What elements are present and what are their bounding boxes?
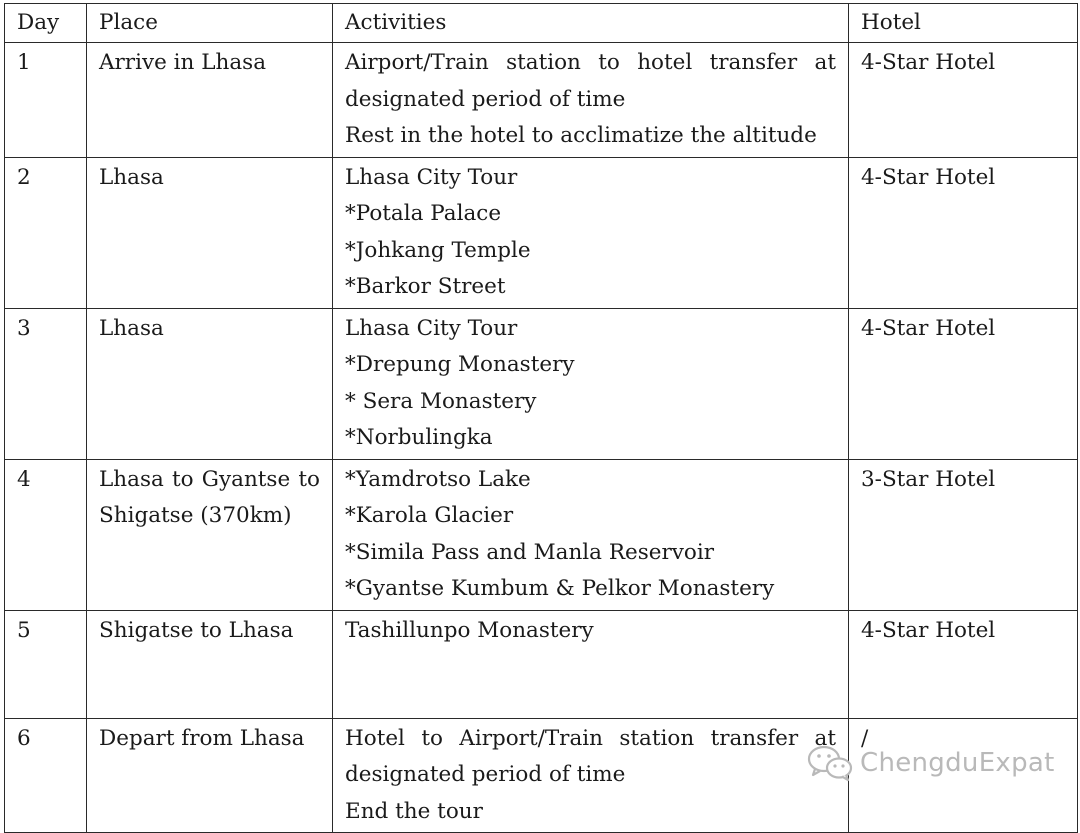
table-row <box>5 157 1078 308</box>
day-cell: 6 <box>5 718 87 833</box>
place-line: Lhasa to Gyantse to <box>99 466 320 492</box>
hotel-cell: 4-Star Hotel <box>849 43 1078 158</box>
place-line: Shigatse (370km) <box>99 503 292 528</box>
place-cell <box>87 43 333 158</box>
itinerary-table <box>4 3 1078 833</box>
day-cell: 4 <box>5 459 87 610</box>
activity-line: designated period of time <box>345 86 626 112</box>
activity-line: *Yamdrotso Lake <box>345 466 531 492</box>
activities-cell <box>333 43 849 158</box>
day-cell: 3 <box>5 308 87 459</box>
activities-cell <box>333 157 849 308</box>
activity-line: *Norbulingka <box>345 425 493 450</box>
activity-line: *Barkor Street <box>345 274 506 299</box>
table-row <box>5 43 1078 158</box>
header-row <box>5 4 1078 43</box>
hotel-cell: 4-Star Hotel <box>849 610 1078 718</box>
hotel-cell: / <box>849 718 1078 833</box>
hotel-cell: 4-Star Hotel <box>849 157 1078 308</box>
place-cell <box>87 718 333 833</box>
place-cell <box>87 459 333 610</box>
day-cell: 5 <box>5 610 87 718</box>
activity-line: designated period of time <box>345 762 626 787</box>
activity-line: *Johkang Temple <box>345 237 531 263</box>
hotel-cell: 4-Star Hotel <box>849 308 1078 459</box>
header-day: Day <box>5 4 87 43</box>
watermark <box>806 744 1055 782</box>
wechat-icon <box>806 744 854 782</box>
activity-line: *Karola Glacier <box>345 503 514 528</box>
place-line: Depart from Lhasa <box>99 725 305 751</box>
place-cell <box>87 157 333 308</box>
header-place: Place <box>87 4 333 43</box>
place-line: Shigatse to Lhasa <box>99 617 294 643</box>
header-hotel: Hotel <box>849 4 1078 43</box>
table-row <box>5 459 1078 610</box>
place-line: Arrive in Lhasa <box>99 50 267 75</box>
place-cell <box>87 308 333 459</box>
table-row <box>5 610 1078 718</box>
day-cell: 2 <box>5 157 87 308</box>
hotel-cell: 3-Star Hotel <box>849 459 1078 610</box>
activity-line: End the tour <box>345 798 483 824</box>
activities-cell <box>333 308 849 459</box>
day-cell: 1 <box>5 43 87 158</box>
activity-line: Hotel to Airport/Train station transfer at <box>345 725 836 751</box>
activities-cell <box>333 718 849 833</box>
place-cell <box>87 610 333 718</box>
table-row <box>5 308 1078 459</box>
activities-cell <box>333 459 849 610</box>
header-activities: Activities <box>333 4 849 43</box>
activity-line: Rest in the hotel to acclimatize the altitude <box>345 123 817 148</box>
activity-line: *Gyantse Kumbum & Pelkor Monastery <box>345 576 775 601</box>
activity-line: Tashillunpo Monastery <box>345 617 594 643</box>
activity-line: * Sera Monastery <box>345 388 537 414</box>
activities-cell <box>333 610 849 718</box>
activity-line: Lhasa City Tour <box>345 315 518 341</box>
activity-line: *Drepung Monastery <box>345 352 575 377</box>
activity-line: Airport/Train station to hotel transfer at <box>345 50 836 75</box>
activity-line: *Potala Palace <box>345 201 502 226</box>
watermark-text: ChengduExpat <box>860 748 1055 778</box>
activity-line: Lhasa City Tour <box>345 164 518 190</box>
activity-line: *Simila Pass and Manla Reservoir <box>345 539 715 565</box>
place-line: Lhasa <box>99 164 164 190</box>
place-line: Lhasa <box>99 315 164 341</box>
